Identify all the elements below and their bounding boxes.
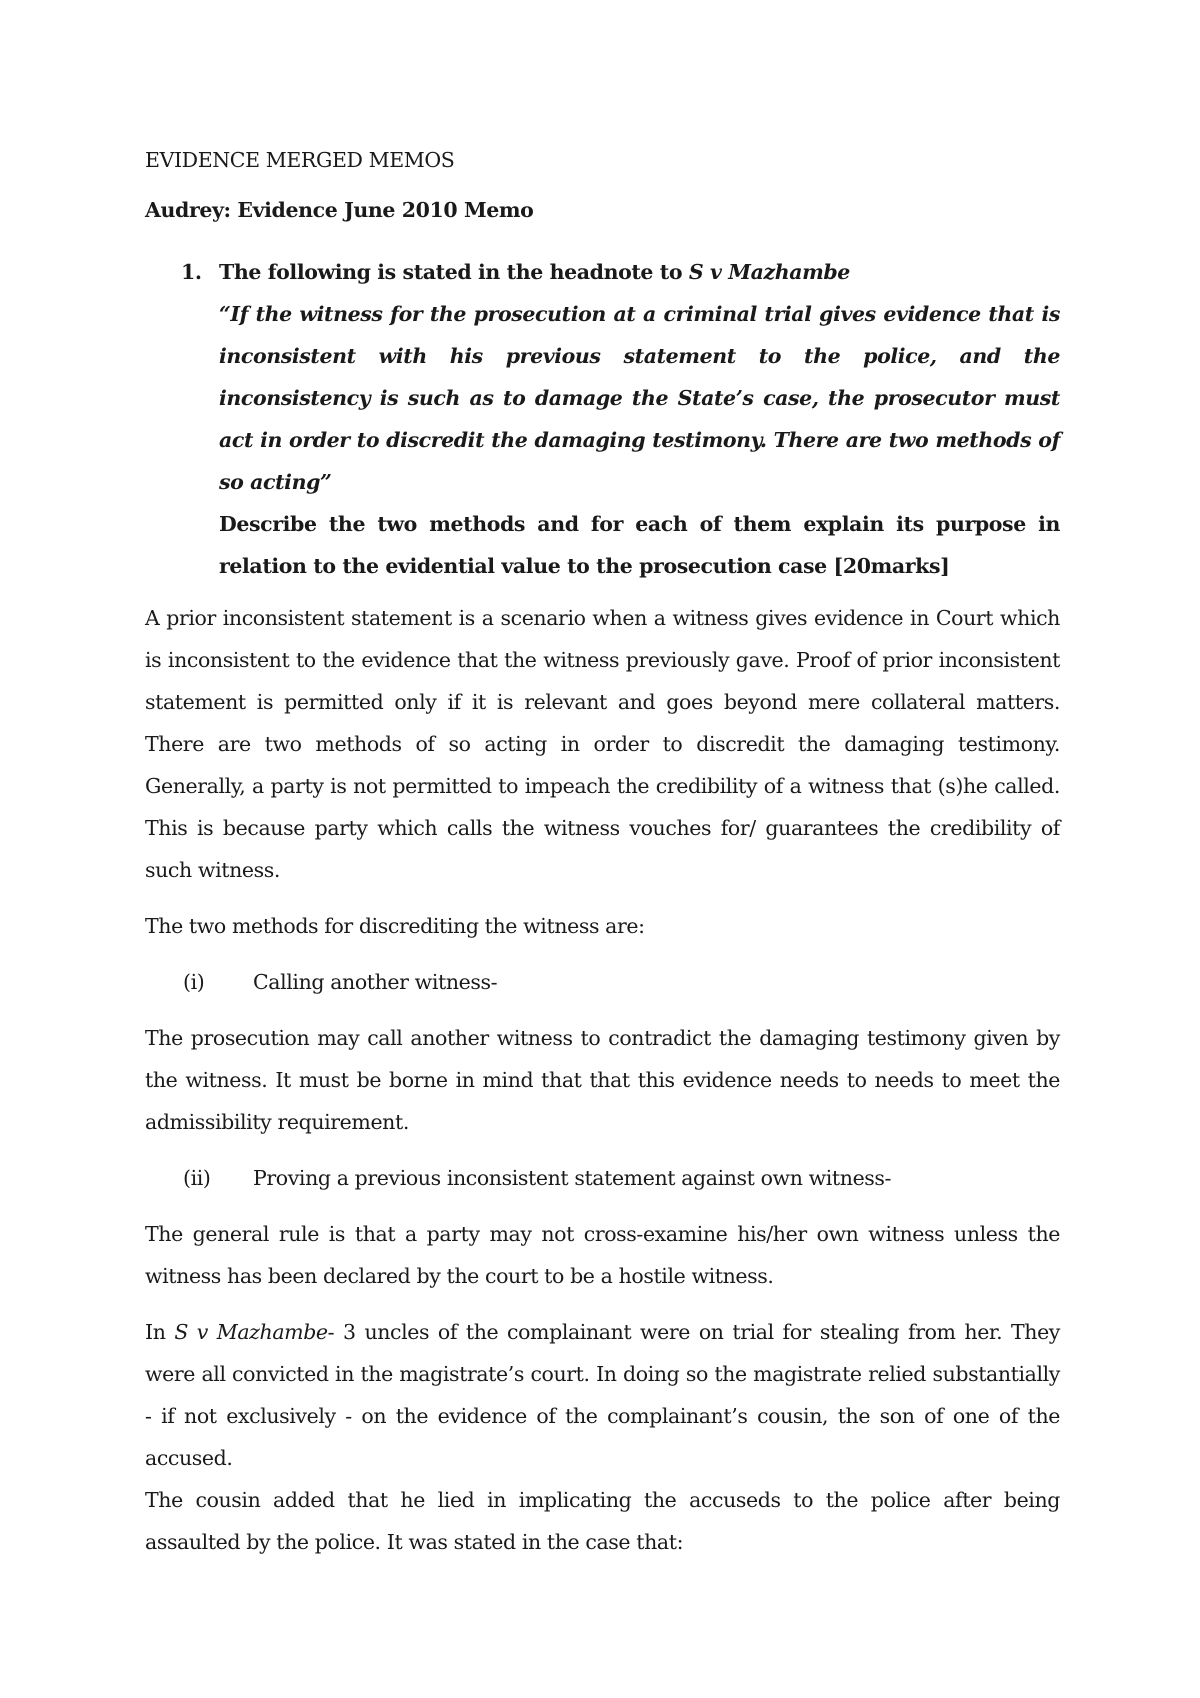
memo-subtitle: Audrey: Evidence June 2010 Memo	[145, 198, 534, 222]
method-item-2	[145, 1157, 1060, 1199]
paragraph-general-rule: The general rule is that a party may not cross-examine his/her own witness unless the witness has been declared by the court to be a hostile witness.	[145, 1222, 1060, 1288]
method-number-2: (ii)	[183, 1166, 211, 1190]
question-instruction: Describe the two methods and for each of them explain its purpose in relation to the evidential value to the prosecution case [20marks]	[219, 512, 1060, 578]
case-name: S v Mazhambe	[174, 1320, 328, 1344]
document-title: EVIDENCE MERGED MEMOS	[145, 148, 455, 172]
question-number: 1.	[181, 260, 202, 284]
case-facts: - 3 uncles of the complainant were on trial for stealing from her. They were all convicted in the magistrate’s court. In doing so the magistrate relied substantially - if not exclusively - on the evidence of the complainant’s cousin, the son of one of the accused.	[145, 1320, 1060, 1470]
document-body	[145, 145, 1060, 1577]
paragraph-mazhambe-case	[145, 1311, 1060, 1479]
method-label-1: Calling another witness-	[253, 970, 498, 994]
question-heading	[219, 257, 1060, 287]
question-body	[219, 257, 1060, 587]
paragraph-cousin-testimony: The cousin added that he lied in implicating the accuseds to the police after being assaulted by the police. It was stated in the case that:	[145, 1488, 1060, 1554]
question-quote: “If the witness for the prosecution at a criminal trial gives evidence that is inconsistent with his previous statement to the police, and the inconsistency is such as to damage the State’s case, the prosecutor must act in order to discredit the damaging testimony. There are two methods of so acting”	[219, 302, 1060, 494]
method-item-1	[145, 961, 1060, 1003]
paragraph-prior-inconsistent: A prior inconsistent statement is a scenario when a witness gives evidence in Court which is inconsistent to the evidence that the witness previously gave. Proof of prior inconsistent statement is permitted only if it is relevant and goes beyond mere collateral matters. There are two methods of so acting in order to discredit the damaging testimony. Generally, a party is not permitted to impeach the credibility of a witness that (s)he called. This is because party which calls the witness vouches for/ guarantees the credibility of such witness.	[145, 606, 1060, 882]
method-number-1: (i)	[183, 970, 205, 994]
paragraph-calling-witness: The prosecution may call another witness to contradict the damaging testimony given by the witness. It must be borne in mind that that this evidence needs to needs to meet the admissibility requirement.	[145, 1026, 1060, 1134]
case-prefix: In	[145, 1320, 175, 1344]
paragraph-two-methods: The two methods for discrediting the witness are:	[145, 914, 645, 938]
question-heading-text: The following is stated in the headnote to	[219, 260, 689, 284]
question-block	[145, 257, 1060, 587]
method-label-2: Proving a previous inconsistent statement against own witness-	[253, 1166, 892, 1190]
question-case-name: S v Mazhambe	[688, 260, 850, 284]
